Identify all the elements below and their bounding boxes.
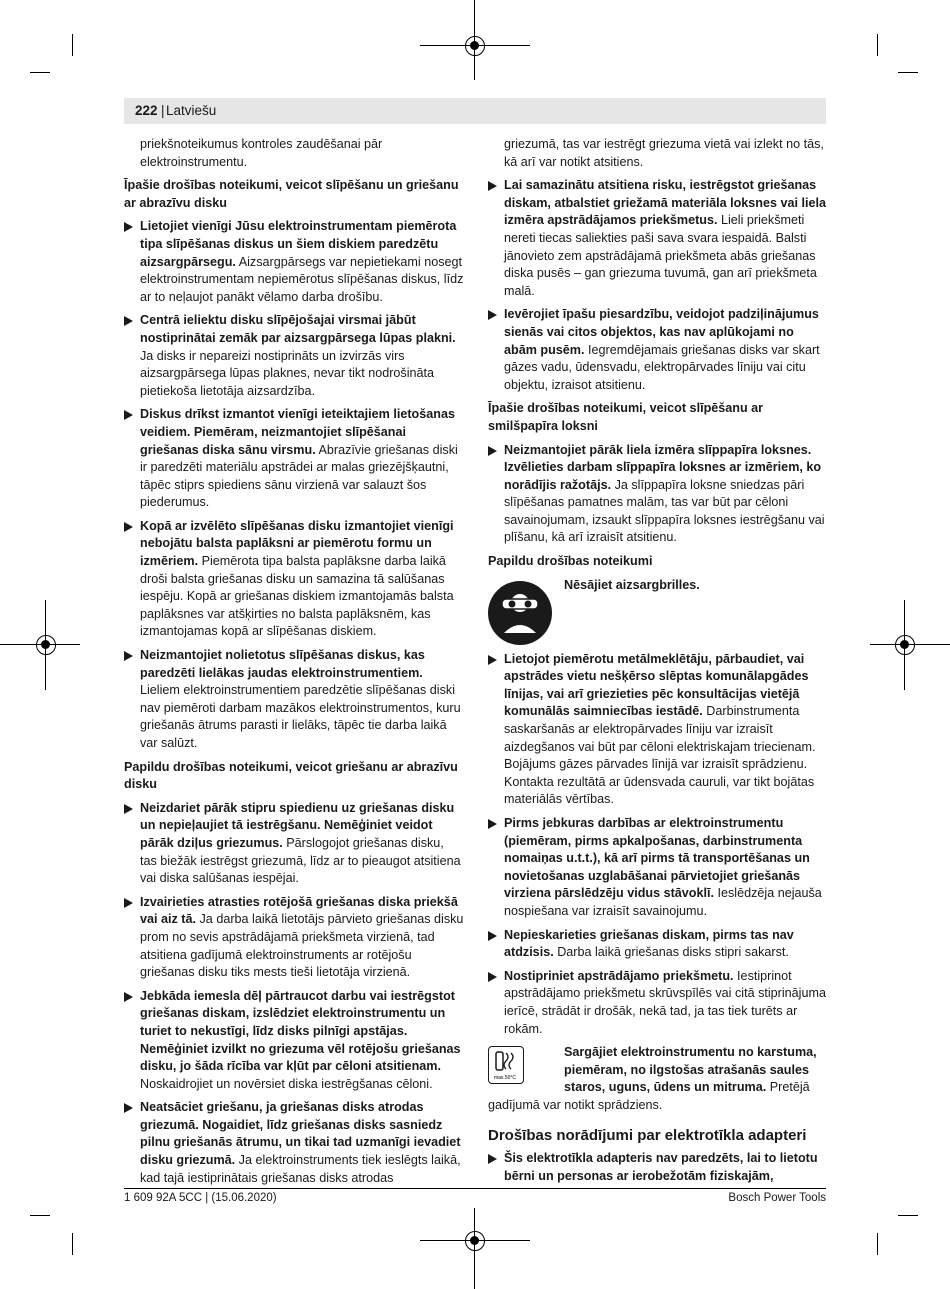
crop-mark bbox=[898, 1215, 918, 1216]
item-text: Darba laikā griešanas disks stipri sakarst. bbox=[553, 945, 789, 960]
bullet-arrow-icon bbox=[488, 819, 497, 829]
item-text: Aizsargpārsegs var nepietiekami nosegt elektroinstrumentam nepiemērotus slīpēšanas diskus, līdz ar to neļaujot panākt vēlamo darba drošību. bbox=[140, 254, 464, 304]
item-bold: Neizmantojiet pārāk liela izmēra slīppapīra loksnes. Izvēlieties darbam slīppapīra loksnes ar izmēriem, ko norādījis ražotājs. bbox=[504, 442, 822, 492]
item-text: Darbinstrumenta saskaršanās ar elektropārvades līniju var izraisīt aizdegšanos vai būt par cēloni elektriskajam triecienam. Bojājums gāzes pārvades līnijā var izraisīt sprādzienu. Kontakta rezultātā ar ūdensvada cauruli, var tikt bojātas materiālās vērtības. bbox=[504, 704, 816, 807]
item-bold: Neatsāciet griešanu, ja griešanas disks atrodas griezumā. Nogaidiet, līdz griešanas disks sasniedz pilnu griešanās ātrumu, un tikai tad uzmanīgi ievadiet disku griezumā. bbox=[140, 1100, 461, 1168]
document-id: 1 609 92A 5CC | (15.06.2020) bbox=[124, 1192, 277, 1204]
crop-mark bbox=[898, 72, 918, 73]
heat-plain: Pretējā bbox=[766, 1080, 810, 1095]
bullet-arrow-icon bbox=[488, 181, 497, 191]
footer-rule bbox=[124, 1188, 826, 1189]
item-text: Abrazīvie griešanas diski ir paredzēti materiālu apstrādei ar malas griezējšķautni, tāpēc stiprs spiediens sānu virzienā var salauzt šos piederumus. bbox=[140, 442, 458, 510]
item-text: Ieslēdzēja nejauša nospiešana var izraisīt savainojumu. bbox=[504, 886, 822, 918]
item-text: Ja elektroinstruments tiek ieslēgts laikā, kad tajā iestiprinātais griešanas disks atrodas bbox=[140, 1153, 461, 1185]
bullet-arrow-icon bbox=[488, 446, 497, 456]
right-column bbox=[488, 136, 828, 1191]
item-bold: Lai samazinātu atsitiena risku, iestrēgstot griešanas diskam, atbalstiet griežamā materiāla loksnes vai liela izmēra apstrādājamos priekšmetus. bbox=[504, 178, 827, 228]
heat-text bbox=[488, 1044, 828, 1097]
list-item bbox=[124, 647, 464, 753]
list-item bbox=[488, 815, 828, 921]
item-text: Ja slīppapīra loksne sniedzas pāri slīpēšanas pamatnes malām, tas var būt par cēloni savainojumam, izsaukt slīppapīra loksnes iestrēgšanu vai plīšanu, kā arī izraisīt atsitienu. bbox=[504, 477, 825, 545]
page-language: Latviešu bbox=[166, 103, 217, 118]
section-heading: Papildu drošības noteikumi bbox=[488, 554, 653, 569]
bullet-arrow-icon bbox=[124, 316, 133, 326]
crop-mark bbox=[72, 34, 73, 56]
bullet-arrow-icon bbox=[488, 972, 497, 982]
bullet-arrow-icon bbox=[124, 522, 133, 532]
item-bold: Lietojiet vienīgi Jūsu elektroinstrumentam piemērota tipa slīpēšanas diskus un šiem diskiem paredzētu aizsargpārsegu. bbox=[140, 219, 457, 269]
item-bold: Diskus drīkst izmantot vienīgi ieteiktajiem lietošanas veidiem. Piemēram, neizmantojiet slīpēšanai griešanas diska sānu virsmu. bbox=[140, 407, 455, 457]
bullet-arrow-icon bbox=[124, 410, 133, 420]
list-item bbox=[124, 518, 464, 641]
list-item bbox=[488, 442, 828, 548]
item-text: Pārslogojot griešanas disku, tas biežāk iestrēgst griezumā, līdz ar to pieaugot atsitiena vai diska salūšanas iespējai. bbox=[140, 835, 461, 886]
item-bold: Nostipriniet apstrādājamo priekšmetu. bbox=[504, 968, 734, 983]
section-heading: Papildu drošības noteikumi, veicot griešanu ar abrazīvu disku bbox=[124, 759, 458, 792]
list-item bbox=[124, 406, 464, 512]
registration-mark-icon bbox=[465, 36, 485, 56]
list-item bbox=[124, 988, 464, 1094]
list-item bbox=[488, 306, 828, 394]
item-bold: Centrā ieliektu disku slīpējošajai virsmai jābūt nostiprinātai zemāk par aizsargpārsega lūpas plakni. bbox=[140, 313, 456, 345]
item-text: Ja disks ir nepareizi nostiprināts un izvirzās virs aizsargpārsega lūpas plaknes, nevar tikt nodrošināta pietiekoša lietotāja aizsardzība. bbox=[140, 348, 435, 398]
crop-mark bbox=[30, 1215, 50, 1216]
bullet-arrow-icon bbox=[488, 310, 497, 320]
bullet-arrow-icon bbox=[488, 931, 497, 941]
list-item bbox=[488, 1150, 828, 1185]
heat-notice bbox=[488, 1044, 828, 1114]
bullet-arrow-icon bbox=[124, 992, 133, 1002]
max-temp-label: max.50°C bbox=[493, 1075, 517, 1082]
list-item bbox=[124, 800, 464, 888]
list-item bbox=[124, 1099, 464, 1187]
bullet-arrow-icon bbox=[124, 898, 133, 908]
list-item bbox=[488, 651, 828, 809]
crop-mark bbox=[72, 1233, 73, 1255]
item-bold: Lietojot piemērotu metālmeklētāju, pārbaudiet, vai apstrādes vietu nešķērso slēptas komunālapgādes līnijas, vai arī griezieties pēc konsultācijas vietējā komunālās saimniecības iestādē. bbox=[504, 651, 809, 719]
bullet-arrow-icon bbox=[488, 655, 497, 665]
item-text: Noskaidrojiet un novērsiet diska iestrēgšanas cēloni. bbox=[140, 1076, 433, 1091]
item-bold: Izvairieties atrasties rotējošā griešanas diska priekšā vai aiz tā. bbox=[140, 894, 458, 927]
bullet-arrow-icon bbox=[488, 1154, 497, 1164]
crop-mark bbox=[877, 34, 878, 56]
crop-mark bbox=[30, 72, 50, 73]
list-item bbox=[124, 312, 464, 400]
list-item bbox=[124, 218, 464, 306]
section-heading: Īpašie drošības noteikumi, veicot slīpēšanu ar smilšpapīra loksni bbox=[488, 401, 764, 433]
bullet-arrow-icon bbox=[124, 804, 133, 814]
item-bold: Jebkāda iemesla dēļ pārtraucot darbu vai iestrēgstot griešanas diskam, izslēdziet elektroinstrumentu un turiet to nekustīgi, līdz disks pilnīgi apstājas. Nemēģiniet izvilkt no griezuma vēl rotējošu griešanas disku, jo šāda rīcība var kļūt par cēloni atsitienam. bbox=[140, 988, 461, 1074]
bullet-arrow-icon bbox=[124, 1103, 133, 1113]
item-bold: Neizdariet pārāk stipru spiedienu uz griešanas disku un nepieļaujiet tā iestrēgšanu. Nemēģiniet veidot pārāk dziļus griezumus. bbox=[140, 800, 455, 850]
list-item bbox=[124, 894, 464, 982]
temperature-warning-icon bbox=[488, 1046, 524, 1084]
goggles-notice bbox=[488, 577, 828, 643]
bullet-arrow-icon bbox=[124, 222, 133, 232]
intro-text: griezumā, tas var iestrēgt griezuma vietā vai izlekt no tās, kā arī var notikt atsitiens. bbox=[504, 137, 824, 169]
item-text: Ja darba laikā lietotājs pārvieto griešanas disku prom no sevis apstrādājamā priekšmeta virzienā, tad atsitiena gadījumā elektroinstruments ar rotējošu griešanas disku tiks mests tieši lietotāja virzienā. bbox=[140, 912, 464, 980]
left-column bbox=[124, 136, 464, 1193]
bullet-arrow-icon bbox=[124, 651, 133, 661]
item-text: Lieli priekšmeti nereti tiecas saliekties paši sava svara iespaidā. Balsti jānovieto zem apstrādājamā priekšmeta abās griešanas diska pusēs – gan griezuma tuvumā, gan arī priekšmeta malā. bbox=[504, 213, 817, 298]
heat-bold: Sargājiet elektroinstrumentu no karstuma, piemēram, no ilgstošas atrašanās saules staros, uguns, ūdens un mitruma. bbox=[564, 1045, 817, 1095]
registration-mark-icon bbox=[895, 635, 915, 655]
header-separator: | bbox=[161, 103, 165, 118]
list-item bbox=[488, 927, 828, 962]
item-bold: Kopā ar izvēlēto slīpēšanas disku izmantojiet vienīgi nebojātu balsta paplāksni ar piemērotu formu un izmēriem. bbox=[140, 518, 454, 569]
heat-tail: gadījumā var notikt sprādziens. bbox=[488, 1097, 663, 1112]
item-bold: Neizmantojiet nolietotus slīpēšanas diskus, kas paredzēti lielākas jaudas elektroinstrumentiem. bbox=[140, 648, 425, 680]
crop-mark bbox=[877, 1233, 878, 1255]
item-text: Lieliem elektroinstrumentiem paredzētie slīpēšanas diski nav piemēroti darbam mazākos elektroinstrumentos, kuru griešanās ātrums parasti ir lielāks, tāpēc tie darba laikā var salūzt. bbox=[140, 683, 461, 750]
item-bold: Šis elektrotīkla adapteris nav paredzēts, lai to lietotu bērni un personas ar ierobežotām fiziskajām, bbox=[504, 1151, 818, 1183]
section-heading: Īpašie drošības noteikumi, veicot slīpēšanu un griešanu ar abrazīvu disku bbox=[124, 178, 459, 210]
registration-mark-icon bbox=[36, 635, 56, 655]
list-item bbox=[488, 968, 828, 1038]
safety-goggles-icon bbox=[488, 581, 552, 645]
brand-footer: Bosch Power Tools bbox=[728, 1192, 826, 1204]
item-bold: Ievērojiet īpašu piesardzību, veidojot padziļinājumus sienās vai citos objektos, kas nav aplūkojami no abām pusēm. bbox=[504, 307, 819, 357]
intro-text: priekšnoteikumus kontroles zaudēšanai pār elektroinstrumentu. bbox=[140, 137, 383, 169]
page-number: 222 bbox=[135, 103, 158, 118]
page-header bbox=[124, 98, 826, 124]
item-bold: Nepieskarieties griešanas diskam, pirms tas nav atdzisis. bbox=[504, 927, 794, 960]
item-text: Iegremdējamais griešanas disks var skart gāzes vadu, ūdensvadu, elektropārvades līniju vai citu objektu, izraisot atsitienu. bbox=[504, 342, 820, 392]
item-text: Piemērota tipa balsta paplāksne darba laikā droši balsta griešanas disku un samazina tā salūšanas iespēju. Kopā ar griešanas diskiem izmantojamās balsta paplāksnes var atšķirties no balsta paplāksnēm, kas izmantojamas kopā ar slīpēšanas diskiem. bbox=[140, 554, 454, 639]
goggles-text: Nēsājiet aizsargbrilles. bbox=[564, 577, 700, 592]
section-title: Drošības norādījumi par elektrotīkla adapteri bbox=[488, 1126, 807, 1144]
item-bold: Pirms jebkuras darbības ar elektroinstrumentu (piemēram, pirms apkalpošanas, darbinstrumenta nomaiņas u.t.t.), kā arī pirms tā transportēšanas un novietošanas uzglabāšanai pārvietojiet griešanās virziena pārslēdzēju vidus stāvoklī. bbox=[504, 816, 810, 901]
item-text: Iestiprinot apstrādājamo priekšmetu skrūvspīlēs vai citā stiprinājuma ierīcē, strādāt ir drošāk, nekā tad, ja tas tiek turēts ar rokām. bbox=[504, 968, 826, 1036]
list-item bbox=[488, 177, 828, 300]
registration-mark-icon bbox=[465, 1231, 485, 1251]
